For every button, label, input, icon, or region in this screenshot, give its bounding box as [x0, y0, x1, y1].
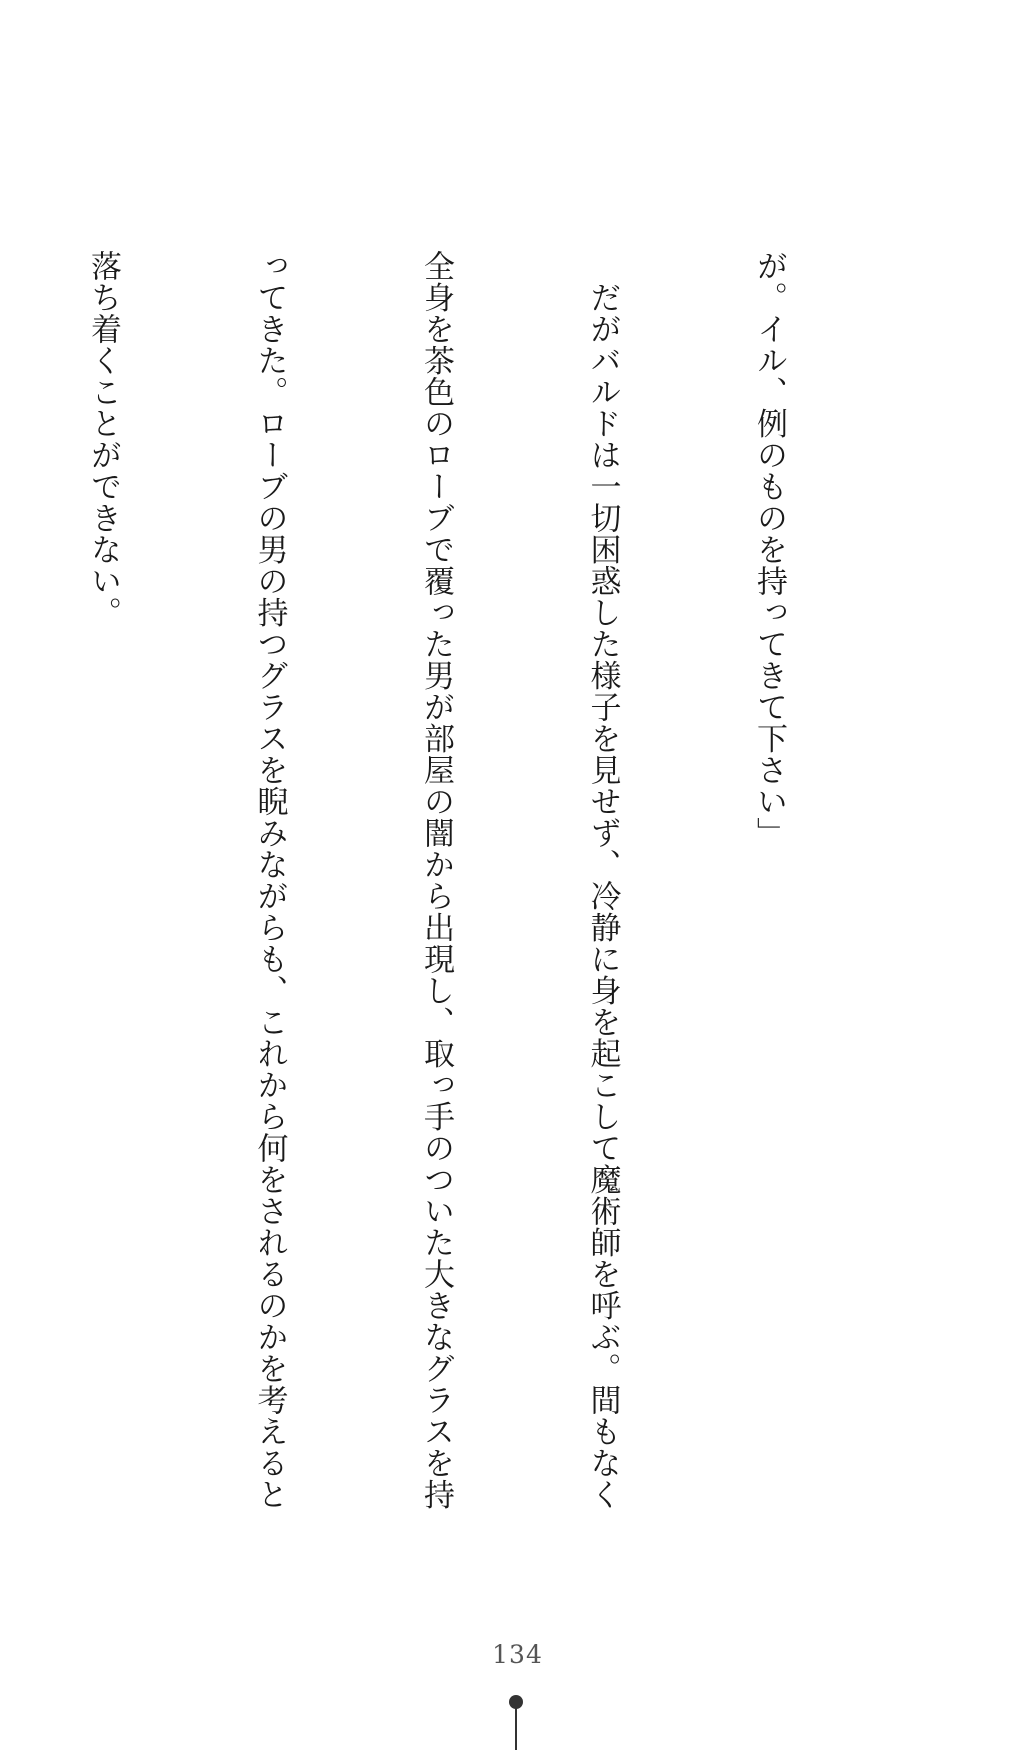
text-line: が。イル、例のものを持ってきて下さい」	[751, 250, 787, 849]
text-line: ってきた。ローブの男の持つグラスを睨みながらも、これから何をされるのかを考えると	[251, 250, 288, 1510]
text-line: 落ち着くことができない。	[85, 250, 121, 628]
page-marker-dot	[509, 1695, 523, 1709]
vertical-text-body	[0, 250, 907, 1510]
page-number: 134	[492, 1640, 543, 1669]
text-line: だがバルドは一切困惑した様子を見せず、冷静に身を起こして魔術師を呼ぶ。間もなく	[584, 250, 621, 1510]
text-line: 全身を茶色のローブで覆った男が部屋の闇から出現し、取っ手のついた大きなグラスを持	[418, 250, 454, 1510]
page-marker-stem	[515, 1708, 517, 1750]
